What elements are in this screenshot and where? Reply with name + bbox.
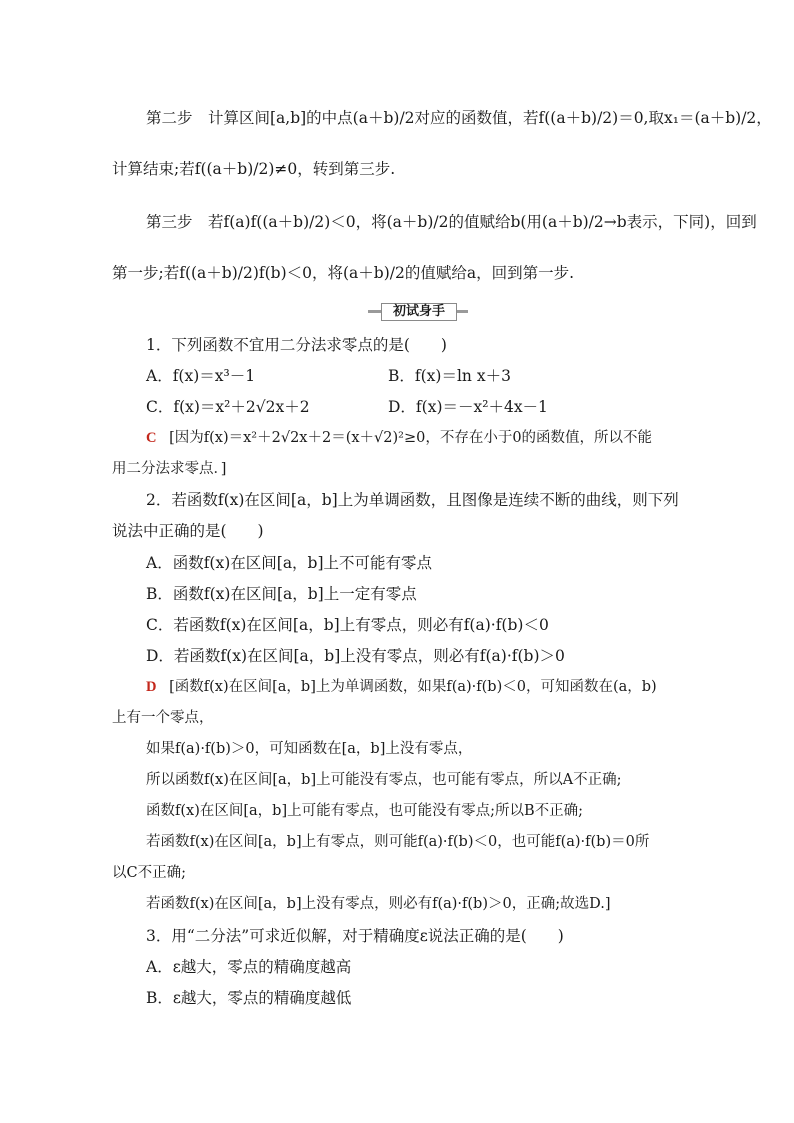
q2-explanation-line6: 若函数f(x)在区间[a，b]上有零点，则可能f(a)·f(b)＜0，也可能f(a)·f(b)＝0所 xyxy=(146,834,650,850)
q1-option-b: B．f(x)＝ln x＋3 xyxy=(388,367,511,385)
step2-line1: 第二步 计算区间[a,b]的中点(a＋b)/2对应的函数值，若f((a＋b)/2)＝0,取x₁＝(a＋b)/2， xyxy=(146,109,772,127)
q2-option-d: D．若函数f(x)在区间[a，b]上没有零点，则必有f(a)·f(b)＞0 xyxy=(146,647,565,665)
q3-stem: 3．用“二分法”可求近似解，对于精确度ε说法正确的是( ) xyxy=(146,927,564,945)
step3-line1: 第三步 若f(a)f((a＋b)/2)＜0，将(a＋b)/2的值赋给b(用(a＋b)/2→b表示，下同)，回到 xyxy=(146,213,757,231)
q2-explanation-line2: 上有一个零点， xyxy=(112,710,214,726)
q2-stem-line2: 说法中正确的是( ) xyxy=(112,522,264,540)
step3-line2: 第一步;若f((a＋b)/2)f(b)＜0，将(a＋b)/2的值赋给a，回到第一步. xyxy=(112,264,575,282)
step2-line2: 计算结束;若f((a＋b)/2)≠0，转到第三步. xyxy=(112,160,396,178)
q2-explanation-line3: 如果f(a)·f(b)＞0，可知函数在[a，b]上没有零点， xyxy=(146,741,473,757)
q2-option-b: B．函数f(x)在区间[a，b]上一定有零点 xyxy=(146,585,417,603)
q2-explanation-line8: 若函数f(x)在区间[a，b]上没有零点，则必有f(a)·f(b)＞0，正确;故选D.] xyxy=(146,896,611,912)
q1-explanation-line2: 用二分法求零点．] xyxy=(112,461,227,477)
q1-answer: C xyxy=(146,430,157,446)
q3-option-b: B．ε越大，零点的精确度越低 xyxy=(146,989,352,1007)
q1-option-a: A．f(x)＝x³－1 xyxy=(146,367,256,385)
q1-stem: 1．下列函数不宜用二分法求零点的是( ) xyxy=(146,336,447,354)
q2-stem-line1: 2．若函数f(x)在区间[a，b]上为单调函数，且图像是连续不断的曲线，则下列 xyxy=(146,491,679,509)
banner-title: 初试身手 xyxy=(381,303,457,321)
q2-answer: D xyxy=(146,679,157,695)
q1-explanation-line1 xyxy=(146,428,652,448)
q2-option-c: C．若函数f(x)在区间[a，b]上有零点，则必有f(a)·f(b)＜0 xyxy=(146,616,549,634)
q2-explanation-line4: 所以函数f(x)在区间[a，b]上可能没有零点，也可能有零点，所以A不正确; xyxy=(146,772,622,788)
q2-explanation-line7: 以C不正确; xyxy=(112,865,186,881)
q2-explanation-text: [函数f(x)在区间[a，b]上为单调函数，如果f(a)·f(b)＜0，可知函数在(a，b) xyxy=(169,679,657,695)
q1-explanation-text: [因为f(x)＝x²＋2√2x＋2＝(x＋√2)²≥0，不存在小于0的函数值，所以不能 xyxy=(169,430,653,446)
q2-explanation-line1 xyxy=(146,677,657,697)
q2-option-a: A．函数f(x)在区间[a，b]上不可能有零点 xyxy=(146,554,433,572)
section-banner xyxy=(368,303,468,319)
q1-option-c: C．f(x)＝x²＋2√2x＋2 xyxy=(146,398,310,416)
q3-option-a: A．ε越大，零点的精确度越高 xyxy=(146,958,352,976)
q2-explanation-line5: 函数f(x)在区间[a，b]上可能有零点，也可能没有零点;所以B不正确; xyxy=(146,803,584,819)
q1-option-d: D．f(x)＝－x²＋4x－1 xyxy=(388,398,548,416)
